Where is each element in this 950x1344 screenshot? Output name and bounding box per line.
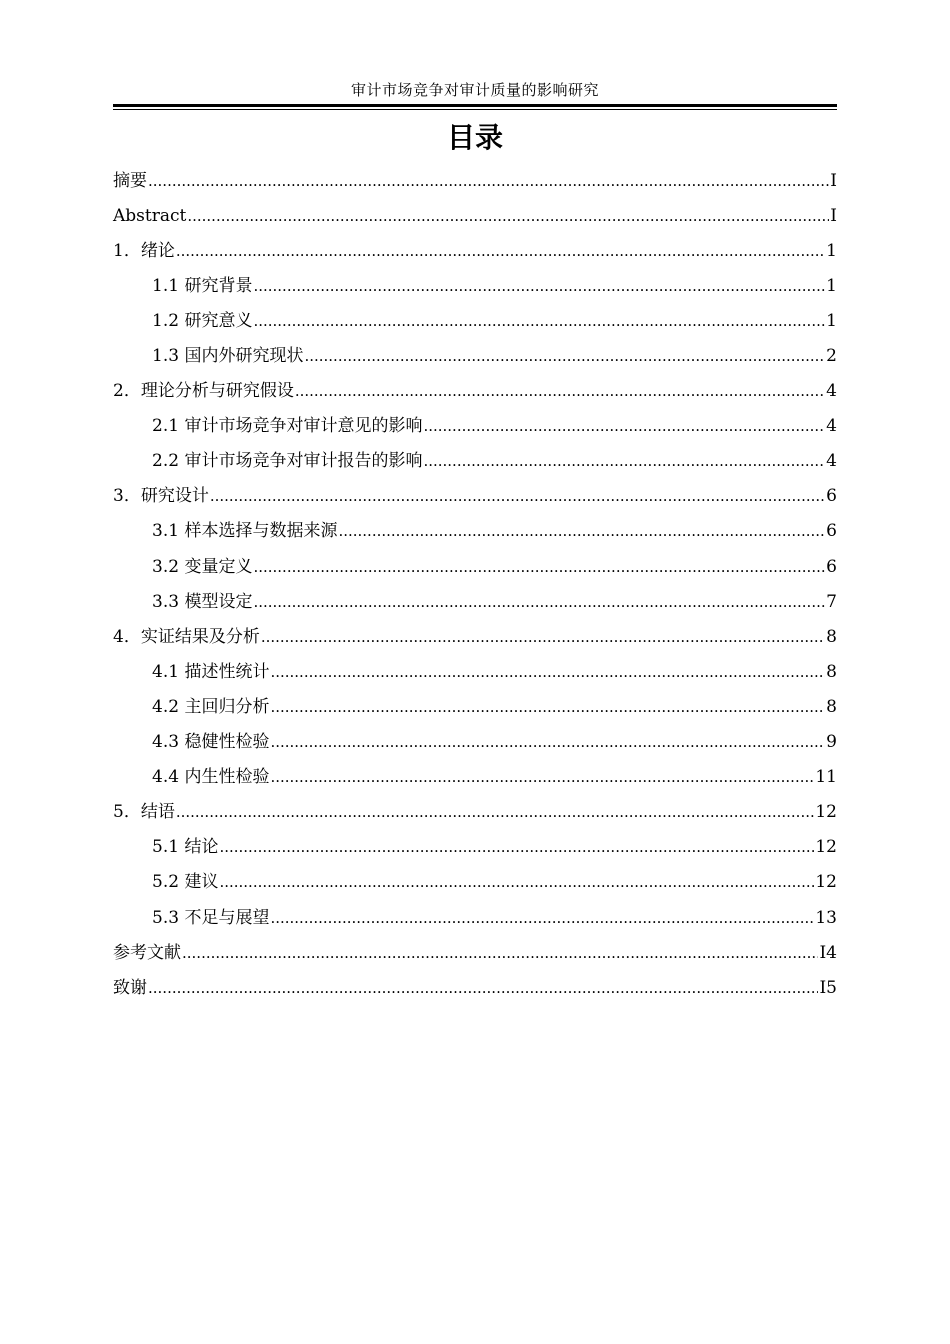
toc-entry[interactable] (113, 970, 837, 1005)
toc-entry-page-number: 4 (826, 381, 837, 402)
toc-entry[interactable] (113, 479, 837, 514)
toc-entry-label: 1．绪论 (113, 240, 175, 261)
toc-entry-label: 4．实证结果及分析 (113, 626, 260, 647)
toc-entry-page-number: 8 (826, 661, 837, 682)
toc-entry-label: 1.1 研究背景 (152, 275, 253, 296)
toc-entry-label: 3．研究设计 (113, 486, 209, 507)
toc-entry[interactable] (113, 725, 837, 760)
toc-dot-leader (176, 802, 815, 822)
toc-entry[interactable] (113, 795, 837, 830)
toc-dot-leader (253, 557, 825, 577)
toc-dot-leader (219, 837, 814, 857)
toc-entry-label: 4.3 稳健性检验 (152, 732, 270, 753)
toc-entry[interactable] (113, 689, 837, 724)
toc-entry-page-number: 11 (815, 767, 837, 788)
toc-entry-page-number: 7 (826, 591, 837, 612)
toc-dot-leader (187, 206, 829, 226)
toc-entry[interactable] (113, 233, 837, 268)
toc-dot-leader (270, 908, 814, 928)
toc-entry-page-number: 1 (826, 310, 837, 331)
toc-entry-page-number: 12 (815, 872, 837, 893)
toc-entry-page-number: 9 (826, 732, 837, 753)
toc-dot-leader (219, 872, 814, 892)
toc-dot-leader (423, 416, 825, 436)
toc-dot-leader (148, 978, 818, 998)
toc-entry-page-number: 6 (826, 556, 837, 577)
toc-dot-leader (270, 732, 825, 752)
toc-entry-label: 1.3 国内外研究现状 (152, 346, 304, 367)
running-header: 审计市场竞争对审计质量的影响研究 (350, 81, 599, 99)
toc-entry-page-number: I (830, 205, 837, 226)
toc-entry[interactable] (113, 935, 837, 970)
toc-entry-page-number: 2 (826, 346, 837, 367)
toc-entry-label: 2．理论分析与研究假设 (113, 381, 294, 402)
toc-dot-leader (423, 451, 825, 471)
toc-entry-label: 5.3 不足与展望 (152, 907, 270, 928)
toc-entry[interactable] (113, 865, 837, 900)
toc-entry-label: 摘要 (113, 170, 147, 191)
toc-entry-page-number: 4 (826, 416, 837, 437)
toc-dot-leader (253, 592, 825, 612)
header-rule-thick (113, 104, 837, 107)
toc-dot-leader (210, 486, 825, 506)
toc-entry[interactable] (113, 900, 837, 935)
toc-entry-page-number: I (830, 170, 837, 191)
toc-entry[interactable] (113, 584, 837, 619)
toc-dot-leader (270, 697, 825, 717)
toc-entry[interactable] (113, 830, 837, 865)
toc-dot-leader (253, 311, 825, 331)
toc-list (113, 163, 837, 1005)
toc-entry-page-number: 4 (826, 451, 837, 472)
toc-entry-label: 4.2 主回归分析 (152, 696, 270, 717)
header-rule-thin (113, 109, 837, 110)
toc-entry-page-number: I5 (819, 977, 837, 998)
toc-entry-label: 5．结语 (113, 802, 175, 823)
toc-entry-label: 3.2 变量定义 (152, 556, 253, 577)
toc-title: 目录 (446, 121, 503, 154)
toc-dot-leader (270, 767, 814, 787)
toc-dot-leader (176, 241, 825, 261)
toc-entry-page-number: 6 (826, 486, 837, 507)
toc-entry-page-number: 8 (826, 626, 837, 647)
toc-entry-label: 4.1 描述性统计 (152, 661, 270, 682)
toc-entry-label: 2.1 审计市场竞争对审计意见的影响 (152, 416, 423, 437)
toc-entry[interactable] (113, 444, 837, 479)
toc-entry[interactable] (113, 760, 837, 795)
toc-entry-label: Abstract (113, 205, 187, 226)
toc-entry-page-number: 12 (815, 837, 837, 858)
toc-entry-page-number: 1 (826, 240, 837, 261)
toc-entry-label: 5.2 建议 (152, 872, 219, 893)
toc-entry-label: 3.1 样本选择与数据来源 (152, 521, 338, 542)
toc-entry[interactable] (113, 198, 837, 233)
toc-entry-label: 致谢 (113, 977, 147, 998)
toc-dot-leader (148, 171, 829, 191)
toc-entry[interactable] (113, 268, 837, 303)
toc-dot-leader (253, 276, 825, 296)
toc-entry-label: 2.2 审计市场竞争对审计报告的影响 (152, 451, 423, 472)
toc-entry-page-number: 13 (815, 907, 837, 928)
toc-dot-leader (182, 943, 818, 963)
toc-entry[interactable] (113, 303, 837, 338)
toc-entry[interactable] (113, 338, 837, 373)
toc-entry[interactable] (113, 163, 837, 198)
toc-entry[interactable] (113, 549, 837, 584)
toc-entry[interactable] (113, 619, 837, 654)
toc-entry-label: 3.3 模型设定 (152, 591, 253, 612)
toc-dot-leader (338, 521, 825, 541)
toc-entry-page-number: 12 (815, 802, 837, 823)
toc-entry[interactable] (113, 654, 837, 689)
toc-dot-leader (304, 346, 825, 366)
toc-entry-page-number: 8 (826, 696, 837, 717)
toc-entry-page-number: 1 (826, 275, 837, 296)
toc-entry[interactable] (113, 374, 837, 409)
toc-entry-label: 参考文献 (113, 942, 181, 963)
toc-dot-leader (295, 381, 825, 401)
toc-entry-page-number: 6 (826, 521, 837, 542)
toc-dot-leader (270, 662, 825, 682)
toc-entry[interactable] (113, 409, 837, 444)
toc-entry-page-number: I4 (819, 942, 837, 963)
toc-entry-label: 5.1 结论 (152, 837, 219, 858)
toc-entry-label: 1.2 研究意义 (152, 310, 253, 331)
toc-entry-label: 4.4 内生性检验 (152, 767, 270, 788)
toc-dot-leader (261, 627, 825, 647)
toc-entry[interactable] (113, 514, 837, 549)
